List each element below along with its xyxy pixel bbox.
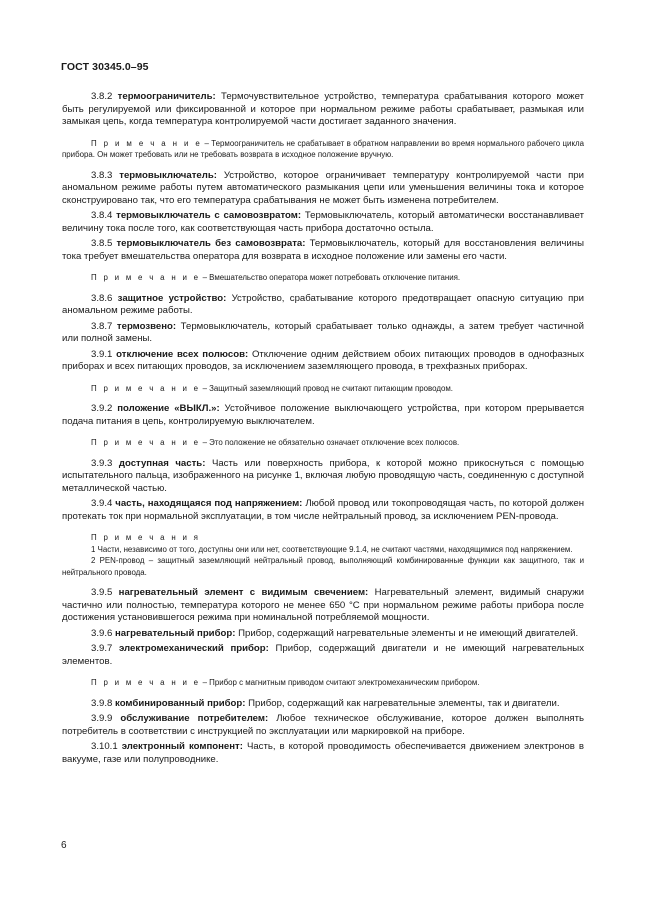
clause-definition: Любое техническое обслуживание, которое должен выполнять потребитель в соответствии с инструкцией по эксплуатации или маркировкой на приборе. [62, 713, 584, 737]
clause-paragraph [62, 91, 584, 129]
notes-block [62, 532, 584, 578]
clause-number: 3.10.1 [91, 741, 118, 752]
note-item: 1 Части, независимо от того, доступны они или нет, соответствующие 9.1.4, не считают частями, находящимися под напряжением. [91, 544, 573, 554]
note-paragraph [62, 138, 584, 161]
clause-paragraph [62, 458, 584, 496]
clause-number: 3.9.5 [91, 587, 113, 598]
note-text: – Вмешательство оператора может потребовать отключение питания. [200, 273, 461, 282]
clause-term: термозвено: [116, 320, 177, 332]
clause-definition: Устройство, которое ограничивает температуру контролируемой части при аномальном режиме работы путем автоматического размыкания цепи или уменьшения величины тока и которое сконструировано так, что его температура срабатывания не может быть изменена потребителем. [62, 169, 584, 206]
clause-number: 3.9.9 [91, 713, 113, 724]
clause-definition: Термовыключатель, который для восстановления величины тока требует вмешательства оператора для возврата в исходное положение или замены его части. [62, 238, 584, 262]
clause-term: положение «ВЫКЛ.»: [117, 403, 220, 414]
clause-paragraph [62, 321, 584, 346]
note-paragraph [62, 677, 584, 689]
clause-definition: Прибор, содержащий как нагревательные элементы, так и двигатели. [248, 697, 560, 709]
clause-definition: Прибор, содержащий двигатели и не имеющий нагревательных элементов. [62, 643, 585, 667]
clause-term: доступная часть: [118, 457, 206, 469]
clause-definition: Прибор, содержащий нагревательные элементы и не имеющий двигателей. [238, 627, 579, 639]
clause-paragraph [62, 628, 584, 641]
clause-paragraph [62, 293, 584, 318]
clause-paragraph [62, 698, 584, 711]
clause-paragraph [62, 210, 584, 235]
clause-paragraph [62, 587, 584, 625]
note-paragraph [62, 437, 584, 449]
clause-paragraph [62, 170, 584, 208]
note-text: – Прибор с магнитным приводом считают электромеханическим прибором. [200, 678, 480, 687]
document-body [62, 91, 584, 769]
note-paragraph [62, 383, 584, 395]
note-text: – Защитный заземляющий провод не считают питающим проводом. [200, 383, 453, 393]
clause-term: термовыключатель: [119, 169, 217, 181]
clause-definition: Часть, в которой проводимость обеспечивается движением электронов в вакууме, газе или полупроводнике. [62, 741, 584, 765]
clause-term: отключение всех полюсов: [116, 348, 249, 360]
clause-paragraph [62, 498, 584, 523]
clause-term: часть, находящаяся под напряжением: [115, 498, 303, 509]
clause-number: 3.8.6 [91, 292, 113, 304]
clause-term: электронный компонент: [121, 741, 243, 752]
clause-number: 3.9.8 [91, 697, 113, 709]
clause-paragraph [62, 741, 584, 766]
clause-definition: Часть или поверхность прибора, к которой можно прикоснуться с помощью испытательного пальца, изображенного на рисунке 1, включая любую проводящую часть, соединенную с доступной металлической частью. [62, 457, 584, 494]
clause-number: 3.9.2 [91, 403, 113, 414]
clause-number: 3.9.3 [91, 457, 113, 469]
note-label: П р и м е ч а н и е [91, 273, 201, 282]
document-header: ГОСТ 30345.0–95 [61, 61, 149, 73]
notes-label: П р и м е ч а н и я [91, 533, 201, 542]
note-paragraph [62, 272, 584, 284]
clause-term: термовыключатель без самовозврата: [116, 238, 306, 249]
clause-paragraph [62, 349, 584, 374]
clause-paragraph [62, 643, 584, 668]
clause-term: нагревательный элемент с видимым свечением: [118, 587, 369, 598]
clause-definition: Устройство, срабатывание которого предотвращает опасную ситуацию при аномальном режиме работы. [62, 292, 584, 316]
clause-number: 3.9.4 [91, 498, 113, 509]
note-label: П р и м е ч а н и е [91, 138, 203, 148]
clause-term: термовыключатель с самовозвратом: [116, 210, 302, 221]
clause-paragraph [62, 238, 584, 263]
note-label: П р и м е ч а н и е [91, 438, 201, 447]
clause-number: 3.9.6 [91, 627, 113, 639]
clause-term: электромеханический прибор: [118, 643, 269, 654]
clause-definition: Нагревательный элемент, видимый снаружи частично или полностью, температура которого не менее 650 °С при нормальном режиме работы прибора после достижения установившегося режима при номинальной потребляемой мощности. [62, 587, 584, 623]
clause-number: 3.9.1 [91, 348, 113, 360]
notes-label-line [62, 532, 584, 544]
clause-number: 3.8.3 [91, 169, 113, 181]
clause-definition: Термовыключатель, который срабатывает только однажды, а затем требует частичной или полной замены. [62, 320, 584, 344]
clause-number: 3.9.7 [91, 643, 113, 654]
clause-number: 3.8.4 [91, 210, 113, 221]
clause-definition: Термовыключатель, который автоматически восстанавливает величину тока после того, как соответствующая часть прибора достаточно остыла. [62, 210, 585, 234]
note-label: П р и м е ч а н и е [91, 383, 201, 393]
clause-definition: Любой провод или токопроводящая часть, по которой должен протекать ток при нормальной эксплуатации, в том числе нейтральный провод, за исключением PEN-провода. [62, 498, 584, 522]
note-item: 2 PEN-провод – защитный заземляющий нейтральный провод, выполняющий комбинированные функции как защитного, так и нейтрального провода. [62, 556, 584, 577]
clause-paragraph [62, 713, 584, 738]
clause-definition: Отключение одним действием обоих питающих проводов в однофазных приборах и всех питающих проводов, за исключением заземляющего провода, в трехфазных приборах. [62, 348, 584, 372]
note-label: П р и м е ч а н и е [91, 678, 201, 687]
clause-definition: Термочувствительное устройство, температура срабатывания которого может быть регулируемой или фиксированной и которое при нормальном режиме работы срабатывает, размыкая или замыкая цепь, когда температура контролируемой части достигает заданного значения. [62, 91, 585, 127]
note-text: – Это положение не обязательно означает отключение всех полюсов. [200, 438, 460, 447]
clause-term: защитное устройство: [117, 292, 227, 304]
clause-number: 3.8.5 [91, 238, 113, 249]
clause-number: 3.8.7 [91, 320, 113, 332]
clause-paragraph [62, 403, 584, 428]
clause-term: нагревательный прибор: [115, 627, 236, 639]
clause-term: комбинированный прибор: [115, 697, 246, 709]
page-number: 6 [61, 840, 67, 851]
clause-definition: Устойчивое положение выключающего устройства, при котором прерывается подача питания в цепь, контролируемую выключателем. [62, 403, 585, 427]
clause-term: термоограничитель: [117, 91, 216, 102]
clause-number: 3.8.2 [91, 91, 113, 102]
clause-term: обслуживание потребителем: [120, 713, 269, 724]
note-text: – Термоограничитель не срабатывает в обратном направлении во время нормального рабочего цикла прибора. Он может требовать или не требовать возврата в исходное положение вручную. [62, 138, 584, 159]
